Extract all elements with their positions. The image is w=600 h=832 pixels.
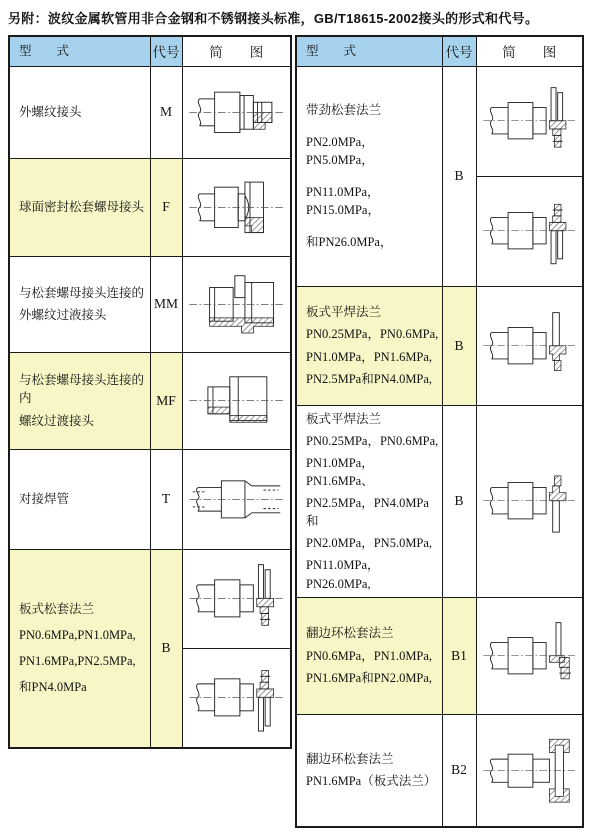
butt-weld-pipe-diagram [183, 450, 291, 549]
fitting-diagram-cell [476, 714, 583, 827]
fitting-diagram-cell [182, 352, 291, 449]
fitting-type: 翻边环松套法兰 PN1.6MPa（板式法兰） [296, 714, 442, 827]
fitting-type: 球面密封松套螺母接头 [9, 158, 150, 256]
fitting-type: 带劲松套法兰 PN2.0MPa，PN5.0MPa， PN11.0MPa，PN15.0MPa， 和PN26.0MPa， [296, 66, 442, 286]
fitting-code: M [150, 66, 182, 158]
loose-plate-flange-up-diagram [183, 550, 291, 649]
table-row [9, 352, 291, 449]
fitting-diagram-cell [476, 405, 583, 597]
right-table-body [296, 66, 583, 827]
column-header-code: 代号 [150, 36, 182, 66]
fitting-diagram-cell [476, 66, 583, 286]
fitting-code: T [150, 449, 182, 549]
table-header-row [9, 36, 291, 66]
fitting-diagram-cell [476, 597, 583, 714]
loose-plate-flange-down-diagram [183, 649, 291, 747]
table-row [296, 714, 583, 827]
fitting-type: 板式松套法兰 PN0.6MPa,PN1.0MPa, PN1.6MPa,PN2.5MPa, 和PN4.0MPa [9, 549, 150, 748]
neck-loose-flange-down-diagram [477, 177, 583, 286]
left-table-body [9, 66, 291, 748]
fitting-code: B2 [442, 714, 476, 827]
fitting-type: 对接焊管 [9, 449, 150, 549]
fitting-type: 与松套螺母接头连接的内 螺纹过渡接头 [9, 352, 150, 449]
table-row [296, 66, 583, 286]
plate-weld-flange-up-diagram [477, 287, 583, 405]
fitting-diagram-cell [182, 66, 291, 158]
table-row [296, 597, 583, 714]
fitting-code: MF [150, 352, 182, 449]
column-header-type: 型 式 [296, 36, 442, 66]
fitting-code: F [150, 158, 182, 256]
fitting-code: B [150, 549, 182, 748]
table-header-row [296, 36, 583, 66]
left-fittings-table [8, 35, 292, 749]
column-header-code: 代号 [442, 36, 476, 66]
fitting-type: 翻边环松套法兰 PN0.6MPa，PN1.0MPa, PN1.6MPa和PN2.0MPa, [296, 597, 442, 714]
male-male-adapter-diagram [183, 257, 291, 352]
fitting-diagram-cell [182, 158, 291, 256]
table-row [9, 66, 291, 158]
table-row [9, 549, 291, 748]
right-fittings-table [295, 35, 584, 828]
lapped-ring-loose-flange-diagram [477, 598, 583, 714]
fitting-type: 外螺纹接头 [9, 66, 150, 158]
column-header-type: 型 式 [9, 36, 150, 66]
table-row [9, 158, 291, 256]
fitting-tables [8, 35, 596, 828]
fitting-code: B1 [442, 597, 476, 714]
plate-weld-flange-down-diagram [477, 406, 583, 597]
page-title: 另附：波纹金属软管用非合金钢和不锈钢接头标准，GB/T18615-2002接头的形式和代号。 [8, 11, 539, 26]
male-thread-fitting-diagram [183, 67, 291, 158]
fitting-code: MM [150, 256, 182, 352]
sphere-seal-loose-nut-fitting-diagram [183, 159, 291, 256]
lapped-ring-plate-flange-diagram [477, 715, 583, 827]
fitting-diagram-cell [182, 449, 291, 549]
table-row [296, 405, 583, 597]
fitting-diagram-cell [476, 286, 583, 405]
table-row [9, 256, 291, 352]
table-row [9, 449, 291, 549]
fitting-type: 与松套螺母接头连接的 外螺纹过液接头 [9, 256, 150, 352]
neck-loose-flange-up-diagram [477, 67, 583, 177]
fitting-code: B [442, 66, 476, 286]
column-header-diagram: 简 图 [182, 36, 291, 66]
male-female-adapter-diagram [183, 353, 291, 449]
fitting-type: 板式平焊法兰 PN0.25MPa，PN0.6MPa, PN1.0MPa，PN1.6MPa、 PN2.5MPa，PN4.0MPa和 PN2.0MPa，PN5.0MPa, PN11.0MPa，PN26.0MPa, [296, 405, 442, 597]
fitting-diagram-cell [182, 549, 291, 748]
table-row [296, 286, 583, 405]
fitting-code: B [442, 286, 476, 405]
column-header-diagram: 简 图 [476, 36, 583, 66]
fitting-type: 板式平焊法兰 PN0.25MPa，PN0.6MPa, PN1.0MPa，PN1.6MPa, PN2.5MPa和PN4.0MPa, [296, 286, 442, 405]
fitting-diagram-cell [182, 256, 291, 352]
fitting-code: B [442, 405, 476, 597]
